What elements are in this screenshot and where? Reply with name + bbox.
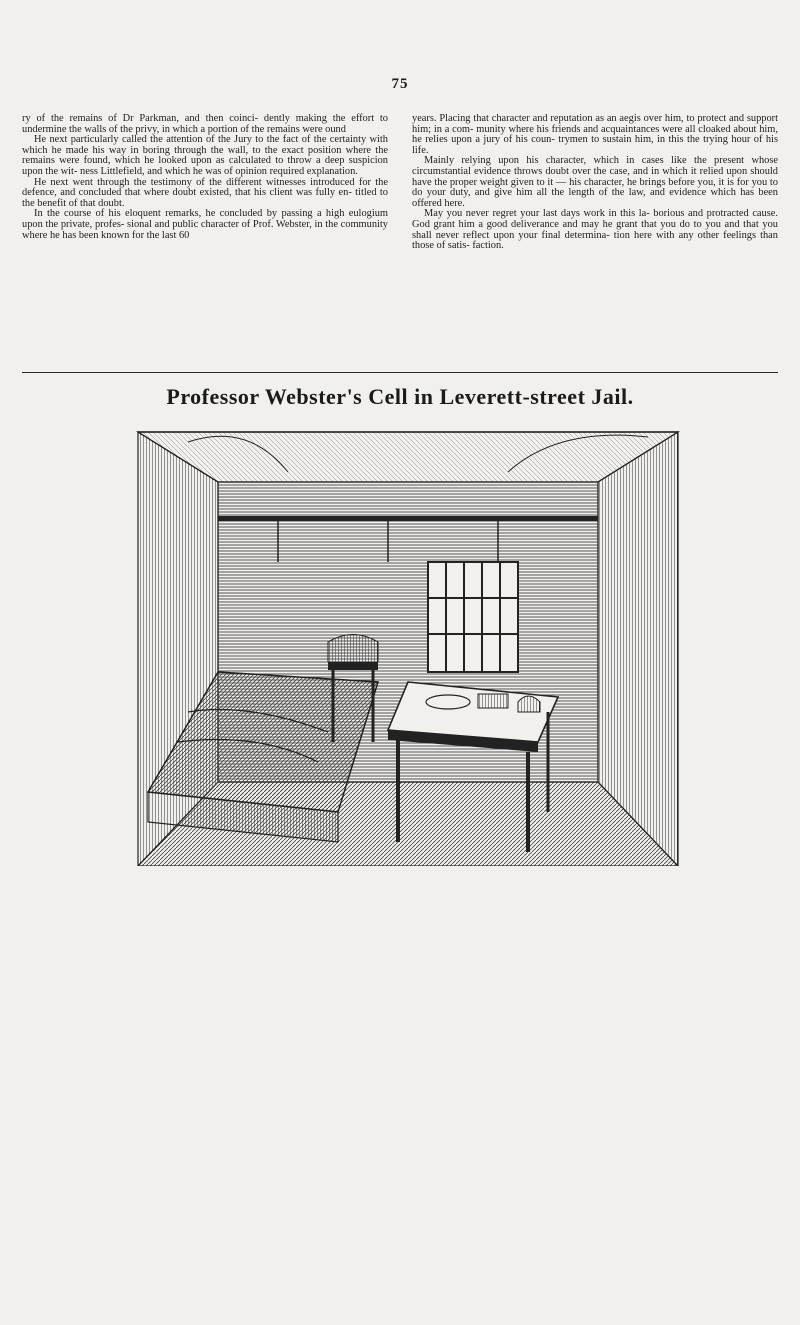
- left-column: [22, 114, 388, 252]
- paragraph: He next particularly called the attention of the Jury to the fact of the certainty with which he made his way in boring through the wall, to the exact position where the remains were found, which he looked upon as calculated to throw a deep suspicion upon the wit- ness Littlefield, and which he was of opinion required explanation.: [22, 134, 388, 177]
- text-columns: [22, 114, 778, 252]
- right-column: [412, 114, 778, 252]
- paragraph: He next went through the testimony of the different witnesses introduced for the defence, and concluded that where doubt existed, that his client was fully en- titled to the benefit of that doubt.: [22, 176, 388, 209]
- page-number: 75: [391, 76, 409, 92]
- paragraph: In the course of his eloquent remarks, he concluded by passing a high eulogium upon the private, profes- sional and public character of Prof. Webster, in the community where he has been known for the last 60: [22, 208, 388, 241]
- paragraph: May you never regret your last days work in this la- borious and protracted cause. God grant him a good deliverance and may he grant that you do to you and that you shall never reflect upon your final determina- tion here with any other feelings than those of satis- faction.: [412, 208, 778, 252]
- paragraph: Mainly relying upon his character, which in cases like the present whose circumstantial evidence throws doubt over the case, and in which it relied upon should have the proper weight given to it — his character, he brings before you, it is for you to do your duty, and give him all the length of the law, and evidence which has been offered here.: [412, 155, 778, 209]
- illustration-caption: Professor Webster's Cell in Leverett-street Jail.: [166, 384, 634, 409]
- paragraph: years. Placing that character and reputation as an aegis over him, to protect and support him; in a com- munity where his friends and acquaintances were all cloaked about him, he relies upon a jury of his coun- trymen to sustain him, in this the trying hour of his life.: [412, 113, 778, 156]
- divider-rule: [22, 372, 778, 373]
- paragraph: ry of the remains of Dr Parkman, and then coinci- dently making the effort to undermine the walls of the privy, in which a portion of the remains were ound: [22, 113, 388, 135]
- jail-cell-engraving: [128, 412, 688, 866]
